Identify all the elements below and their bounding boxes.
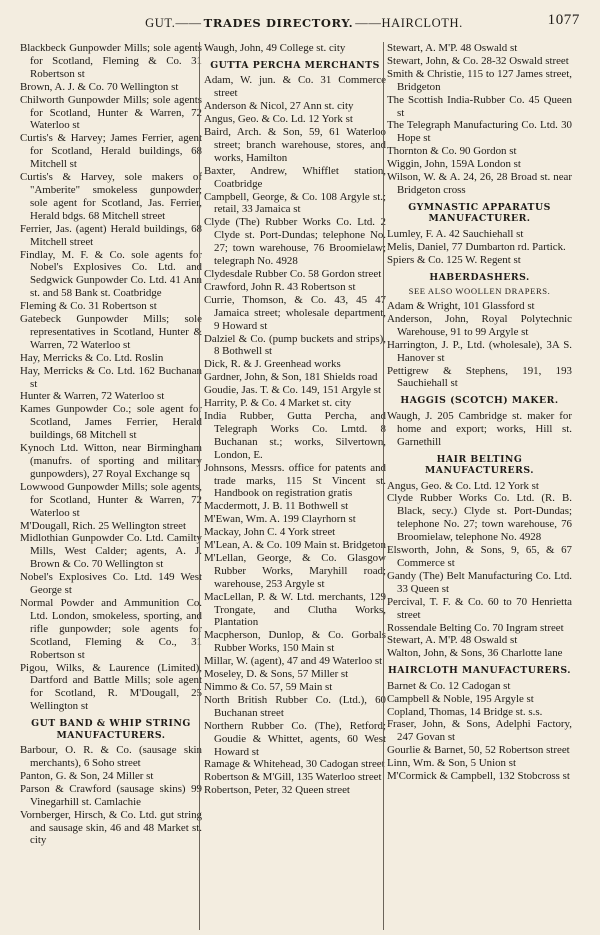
directory-entry: India Rubber, Gutta Percha, and Telegraph Works Co. Lmtd. 8 Buchanan st.; works, Silvertown, London, E. [204,409,386,461]
directory-entry: Brown, A. J. & Co. 70 Wellington st [20,80,179,93]
section-heading: GUTTA PERCHA MERCHANTS [210,59,380,71]
directory-entry: M'Dougall, Rich. 25 Wellington street [20,519,187,532]
directory-entry: M'Cormick & Campbell, 132 Stobcross st [387,770,570,783]
directory-entry: Crawford, John R. 43 Robertson st [204,280,356,293]
directory-entry: Hay, Merricks & Co. Ltd. Roslin [20,351,164,364]
directory-entry: Fraser, John, & Sons, Adelphi Factory, 247 Govan st [387,718,572,744]
directory-entry: Harrity, P. & Co. 4 Market st. city [204,397,352,410]
directory-entry: Nimmo & Co. 57, 59 Main st [204,681,333,693]
section-heading: HAIR BELTING MANUFACTURERS. [425,453,534,477]
header-title: TRADES DIRECTORY. [203,16,354,30]
directory-entry: The Scottish India-Rubber Co. 45 Queen st [387,93,572,119]
section-heading: GUT BAND & WHIP STRING MANUFACTURERS. [31,718,191,741]
directory-entry: Clyde (The) Rubber Works Co. Ltd. 2 Clyde st. Port-Dundas; telephone No. 27; town warehouse, 76 Broomielaw; telegraph No. 4928 [204,216,386,268]
directory-entry: Panton, G. & Son, 24 Miller st [20,769,154,782]
directory-entry: Angus, Geo. & Co. Ld. 12 York st [204,113,353,126]
directory-entry: Findlay, M. F. & Co. sole agents for Nobel's Explosives Co. Ltd. and Sedgwick Gunpowder Co. Ltd. 41 Ann st. and 58 Bank st. Coatbridge [20,248,202,300]
directory-entry: Stewart, A. M'P. 48 Oswald st [387,42,518,54]
directory-entry: Macpherson, Dunlop, & Co. Gorbals Rubber Works, 150 Main st [204,629,386,655]
directory-entry: Currie, Thomson, & Co. 43, 45 47 Jamaica street; wholesale department, 9 Howard st [204,293,386,332]
directory-entry: MacLellan, P. & W. Ltd. merchants, 129 Trongate, and Clutha Works, Plantation [204,590,386,629]
see-also-note: SEE ALSO WOOLLEN DRAPERS. [408,286,551,297]
directory-entry: Nobel's Explosives Co. Ltd. 149 West George st [20,571,202,597]
directory-entry: Stewart, A. M'P. 48 Oswald st [387,634,518,647]
directory-entry: Elsworth, John, & Sons, 9, 65, & 67 Commerce st [387,544,572,569]
section-heading: GYMNASTIC APPARATUS MANUFACTURER. [408,201,551,225]
directory-entry: Moseley, D. & Sons, 57 Miller st [204,668,349,681]
directory-entry: Harrington, J. P., Ltd. (wholesale), 3A S. Hanover st [387,338,572,364]
directory-entry: Waugh, J. 205 Cambridge st. maker for home and export; works, Hill st. Garnethill [387,409,572,448]
section-heading: HABERDASHERS. [429,271,530,283]
directory-entry: Curtis's & Harvey; James Ferrier, agent for Scotland, Herald buildings, 68 Mitchell st [20,132,202,171]
directory-entry: Rossendale Belting Co. 70 Ingram street [387,621,564,634]
directory-entry: Gourlie & Barnet, 50, 52 Robertson street [387,744,570,757]
directory-entry: Dick, R. & J. Greenhead works [204,358,341,371]
running-header [22,12,586,34]
directory-entry: Wiggin, John, 159A London st [387,158,521,171]
directory-entry: Clyde Rubber Works Co. Ltd. (R. B. Black, secy.) Clyde st. Port-Dundas; telephone No. 27; town warehouse, 76 Broomielaw, telephone No. 4928 [387,492,572,544]
column-divider [199,42,200,930]
directory-entry: Barnet & Co. 12 Cadogan st [387,679,511,692]
directory-entry: Pettigrew & Stephens, 191, 193 Sauchiehall st [387,364,572,390]
directory-entry: Kynoch Ltd. Witton, near Birmingham (manufrs. of sporting and military gunpowders), 27 Royal Exchange sq [20,442,202,480]
directory-entry: Spiers & Co. 125 W. Regent st [387,253,521,266]
directory-entry: Johnsons, Messrs. office for patents and trade marks, 115 St Vincent st. Handbook on registration gratis [204,461,386,500]
directory-entry: M'Lean, A. & Co. 109 Main st. Bridgeton [204,539,386,552]
directory-entry: Robertson, Peter, 32 Queen street [204,784,350,797]
directory-entry: Parson & Crawford (sausage skins) 99 Vinegarhill st. Camlachie [20,782,202,808]
header-left-keyword: GUT. [145,15,176,30]
directory-entry: Adam, W. jun. & Co. 31 Commerce street [204,74,386,100]
directory-entry: Gatebeck Gunpowder Mills; sole representatives in Scotland, Hunter & Warren, 72 Waterloo st [20,313,202,351]
column-divider [383,42,384,930]
directory-entry: The Telegraph Manufacturing Co. Ltd. 30 Hope st [387,119,572,145]
directory-entry: Curtis's & Harvey, sole makers of "Amberite" smokeless gunpowder; sole agent for Scotland, Jas. Ferrier, Herald bdgs. 68 Mitchell street [20,171,202,222]
directory-entry: Vornberger, Hirsch, & Co. Ltd. gut string and sausage skin, 46 and 48 Market st. city [20,808,202,847]
directory-entry: Baxter, Andrew, Whifflet station, Coatbridge [204,164,386,190]
section-heading: HAIRCLOTH MANUFACTURERS. [387,665,571,677]
directory-entry: Goudie, Jas. T. & Co. 149, 151 Argyle st [204,384,381,397]
directory-entry: Anderson & Nicol, 27 Ann st. city [204,100,354,113]
directory-entry: Mackay, John C. 4 York street [204,526,336,539]
directory-entry: Blackbeck Gunpowder Mills; sole agents for Scotland, Fleming & Co. 31 Robertson st [20,42,202,80]
directory-entry: Thornton & Co. 90 Gordon st [387,145,517,158]
directory-entry: Dalziel & Co. (pump buckets and strips), 8 Bothwell st [204,332,386,358]
directory-entry: Chilworth Gunpowder Mills; sole agents for Scotland, Hunter & Warren, 72 Waterloo st [20,93,202,132]
directory-entry: Baird, Arch. & Son, 59, 61 Waterloo street; branch warehouse, stores, and works, Hamilton [204,126,386,164]
directory-entry: Fleming & Co. 31 Robertson st [20,300,157,313]
directory-entry: North British Rubber Co. (Ltd.), 60 Buchanan street [204,693,386,719]
directory-entry: Campbell & Noble, 195 Argyle st [387,692,534,705]
directory-entry: Ferrier, Jas. (agent) Herald buildings, 68 Mitchell street [20,222,202,248]
directory-entry: Wilson, W. & A. 24, 26, 28 Broad st. near Bridgeton cross [387,171,572,196]
directory-entry: Normal Powder and Ammunition Co. Ltd. London, smokeless, sporting, and rifle gunpowder; sole agents for Scotland, Fleming & Co., 31 Robertson st [20,596,202,661]
section-heading: HAGGIS (SCOTCH) MAKER. [400,395,559,407]
column-2 [204,42,386,932]
directory-entry: Lumley, F. A. 42 Sauchiehall st [387,227,524,240]
directory-entry: Anderson, John, Royal Polytechnic Warehouse, 91 to 99 Argyle st [387,312,572,338]
directory-entry: M'Lellan, George, & Co. Glasgow Rubber Works, Maryhill road; warehouse, 253 Argyle st [204,551,386,590]
directory-entry: Robertson & M'Gill, 135 Waterloo street [204,771,382,784]
directory-entry: Gandy (The) Belt Manufacturing Co. Ltd. 33 Queen st [387,569,572,595]
directory-entry: Percival, T. F. & Co. 60 to 70 Henrietta street [387,595,572,621]
directory-entry: Barbour, O. R. & Co. (sausage skin merchants), 6 Soho street [20,744,202,770]
page-number: 1077 [547,12,580,28]
directory-entry: Copland, Thomas, 14 Bridge st. s.s. [387,705,543,718]
directory-entry: Pigou, Wilks, & Laurence (Limited), Dartford and Battle Mills; sole agent for Scotland, R. M'Dougall, 25 Wellington st [20,661,202,713]
header-dash-right: —— [355,15,382,30]
directory-entry: Lowwood Gunpowder Mills; sole agents, for Scotland, Hunter & Warren, 72 Waterloo st [20,480,202,519]
directory-entry: Gardner, John, & Son, 181 Shields road [204,371,378,384]
directory-entry: Clydesdale Rubber Co. 58 Gordon street [204,268,382,280]
directory-entry: Linn, Wm. & Son, 5 Union st [387,757,516,770]
directory-entry: Midlothian Gunpowder Co. Ltd. Camilty Mills, West Calder; agents, A. J. Brown & Co. 70 Wellington st [20,532,202,571]
column-1 [20,42,202,932]
header-dash-left: —— [175,15,202,30]
directory-entry: Ramage & Whitehead, 30 Cadogan street [204,758,385,771]
directory-entry: Northern Rubber Co. (The), Retford; Goudie & Whittet, agents, 60 West Howard st [204,719,386,758]
directory-entry: Stewart, John, & Co. 28-32 Oswald street [387,54,569,67]
directory-entry: Macdermott, J. B. 11 Bothwell st [204,500,349,513]
directory-entry: Walton, John, & Sons, 36 Charlotte lane [387,647,563,660]
directory-entry: Adam & Wright, 101 Glassford st [387,300,535,312]
directory-entry: Angus, Geo. & Co. Ltd. 12 York st [387,479,539,492]
column-3 [387,42,572,932]
directory-entry: Melis, Daniel, 77 Dumbarton rd. Partick. [387,240,566,253]
directory-entry: Waugh, John, 49 College st. city [204,42,346,54]
directory-entry: Hunter & Warren, 72 Waterloo st [20,390,165,403]
directory-entry: Smith & Christie, 115 to 127 James street, Bridgeton [387,67,572,93]
directory-entry: Millar, W. (agent), 47 and 49 Waterloo st [204,655,383,668]
directory-entry: Kames Gunpowder Co.; sole agent for Scotland, James Ferrier, Herald buildings, 68 Mitchell st [20,403,202,442]
header-right-keyword: HAIRCLOTH. [381,15,463,30]
directory-entry: Hay, Merricks & Co. Ltd. 162 Buchanan st [20,364,202,390]
directory-entry: M'Ewan, Wm. A. 199 Clayrhorn st [204,513,356,526]
directory-entry: Campbell, George, & Co. 108 Argyle st.; retail, 33 Jamaica st [204,190,386,216]
